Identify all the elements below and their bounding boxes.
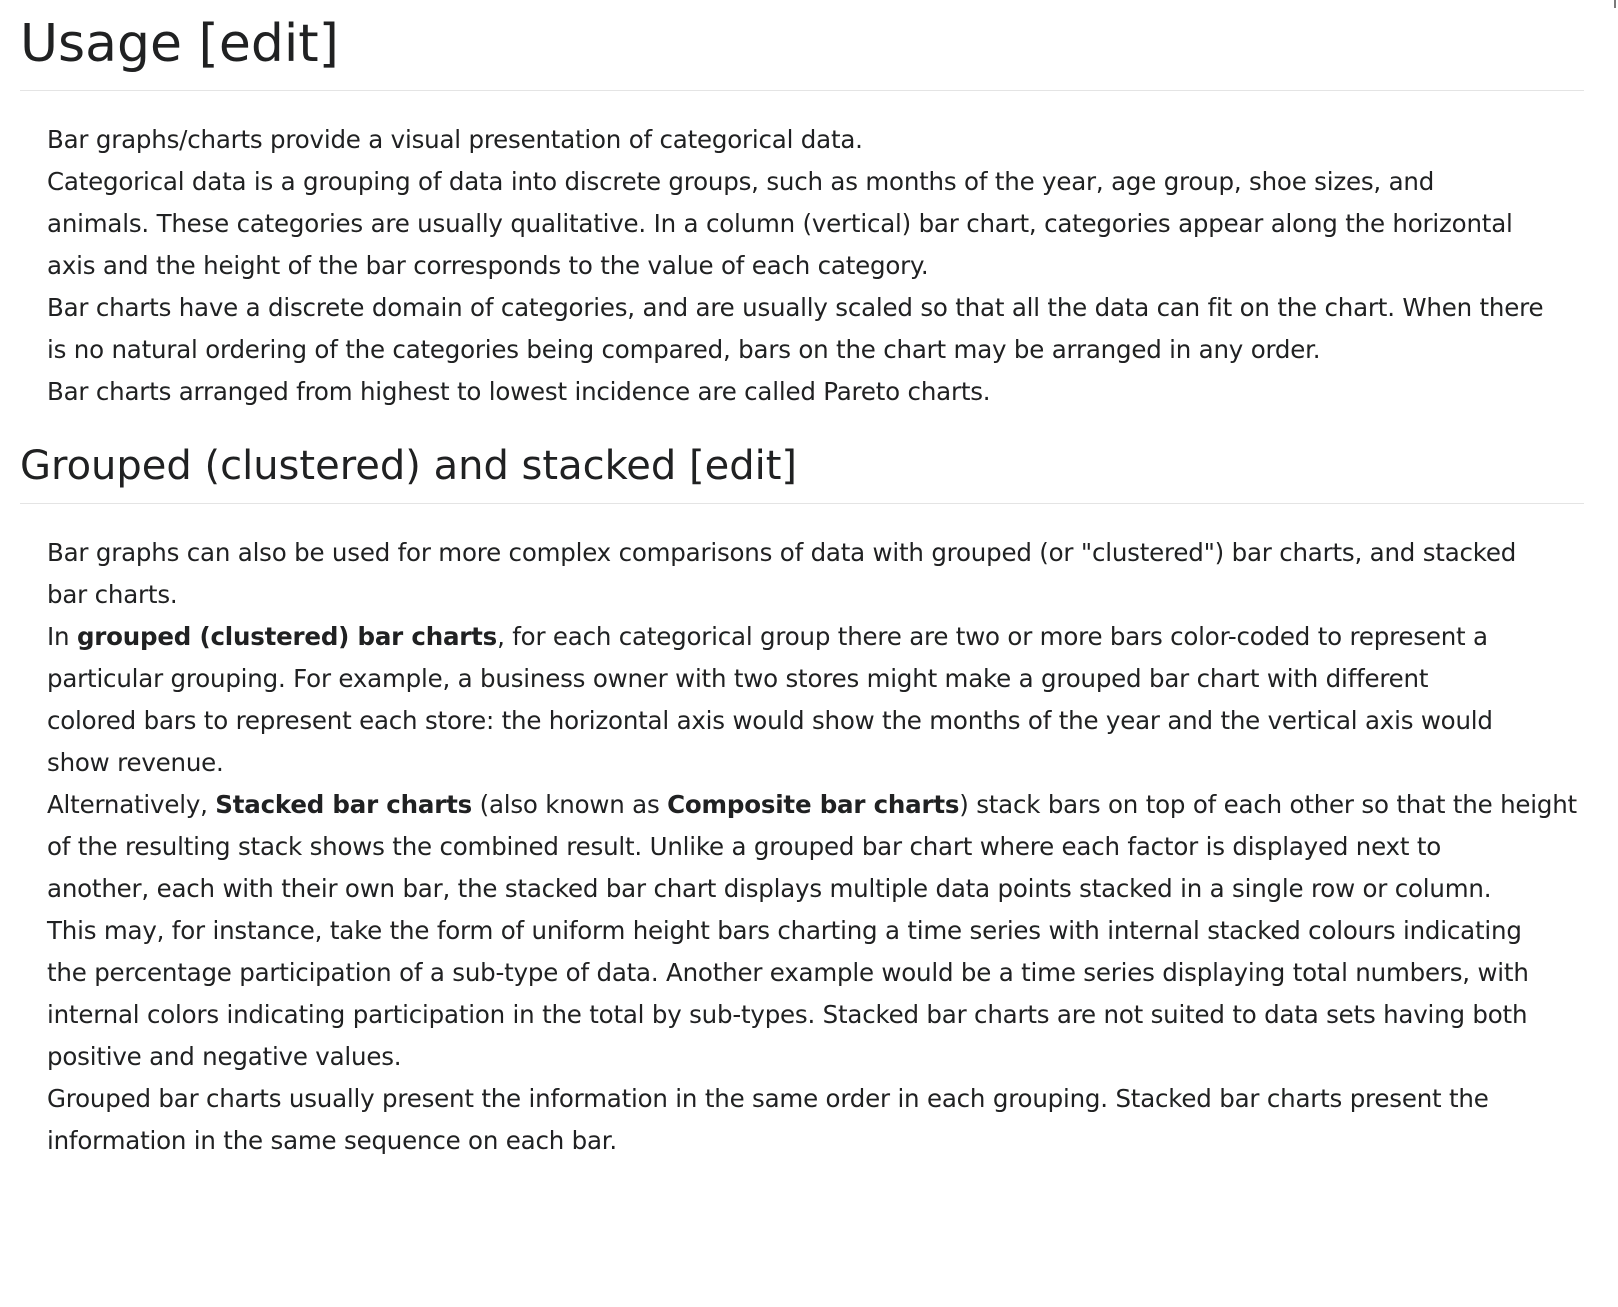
- paragraph: [47, 287, 1547, 413]
- bold-term: Composite bar charts: [667, 790, 960, 819]
- text-line: of the resulting stack shows the combined result. Unlike a grouped bar chart where each factor is displayed next to: [47, 832, 1442, 861]
- text-line: [47, 784, 1577, 826]
- article-content: [20, 0, 1584, 1162]
- text-line: the percentage participation of a sub-type of data. Another example would be a time series displaying total numbers, with: [47, 958, 1529, 987]
- text-line: Grouped bar charts usually present the information in the same order in each grouping. Stacked bar charts present the: [47, 1084, 1489, 1113]
- usage-body: [47, 119, 1547, 413]
- paragraph: [47, 532, 1547, 616]
- text-line: bar charts.: [47, 580, 178, 609]
- text-line: particular grouping. For example, a business owner with two stores might make a grouped bar chart with different: [47, 664, 1429, 693]
- text-line: show revenue.: [47, 748, 224, 777]
- text-line: Bar charts arranged from highest to lowest incidence are called Pareto charts.: [47, 377, 991, 406]
- text-line: Categorical data is a grouping of data into discrete groups, such as months of the year, age group, shoe sizes, and: [47, 167, 1435, 196]
- bold-term: grouped (clustered) bar charts: [76, 622, 498, 651]
- bold-term: Stacked bar charts: [215, 790, 472, 819]
- section-heading-usage: [20, 0, 1584, 91]
- section-heading-grouped-stacked: [20, 431, 1584, 504]
- text-line: another, each with their own bar, the stacked bar chart displays multiple data points stacked in a single row or column.: [47, 874, 1492, 903]
- paragraph: [47, 784, 1577, 1078]
- text-line: This may, for instance, take the form of uniform height bars charting a time series with internal stacked colours indicating: [47, 916, 1522, 945]
- text-line: internal colors indicating participation in the total by sub-types. Stacked bar charts are not suited to data sets having both: [47, 1000, 1528, 1029]
- grouped-body: [47, 532, 1577, 1162]
- text-run: In: [47, 622, 77, 651]
- text-line: Bar charts have a discrete domain of categories, and are usually scaled so that all the data can fit on the chart. When there: [47, 293, 1544, 322]
- text-run: ) stack bars on top of each other so that the height: [959, 790, 1577, 819]
- text-line: Bar graphs/charts provide a visual presentation of categorical data.: [47, 125, 863, 154]
- section-title: Usage: [20, 14, 199, 74]
- paragraph: [47, 1078, 1547, 1162]
- edit-link[interactable]: [edit]: [198, 14, 339, 74]
- paragraph: [47, 616, 1547, 784]
- edit-link[interactable]: [edit]: [689, 443, 798, 489]
- text-line: colored bars to represent each store: the horizontal axis would show the months of the year and the vertical axis would: [47, 706, 1493, 735]
- text-run: Alternatively,: [47, 790, 216, 819]
- text-run: , for each categorical group there are two or more bars color-coded to represent a: [497, 622, 1488, 651]
- paragraph: [47, 119, 1547, 287]
- text-line: positive and negative values.: [47, 1042, 402, 1071]
- text-run: (also known as: [472, 790, 668, 819]
- text-line: animals. These categories are usually qualitative. In a column (vertical) bar chart, categories appear along the horizontal: [47, 209, 1513, 238]
- section-title: Grouped (clustered) and stacked: [20, 443, 690, 489]
- text-line: is no natural ordering of the categories being compared, bars on the chart may be arranged in any order.: [47, 335, 1321, 364]
- text-line: axis and the height of the bar corresponds to the value of each category.: [47, 251, 929, 280]
- text-line: [47, 616, 1547, 658]
- scrollbar-indicator[interactable]: [1614, 0, 1616, 8]
- text-line: information in the same sequence on each bar.: [47, 1126, 618, 1155]
- text-line: Bar graphs can also be used for more complex comparisons of data with grouped (or "clustered") bar charts, and stacked: [47, 538, 1517, 567]
